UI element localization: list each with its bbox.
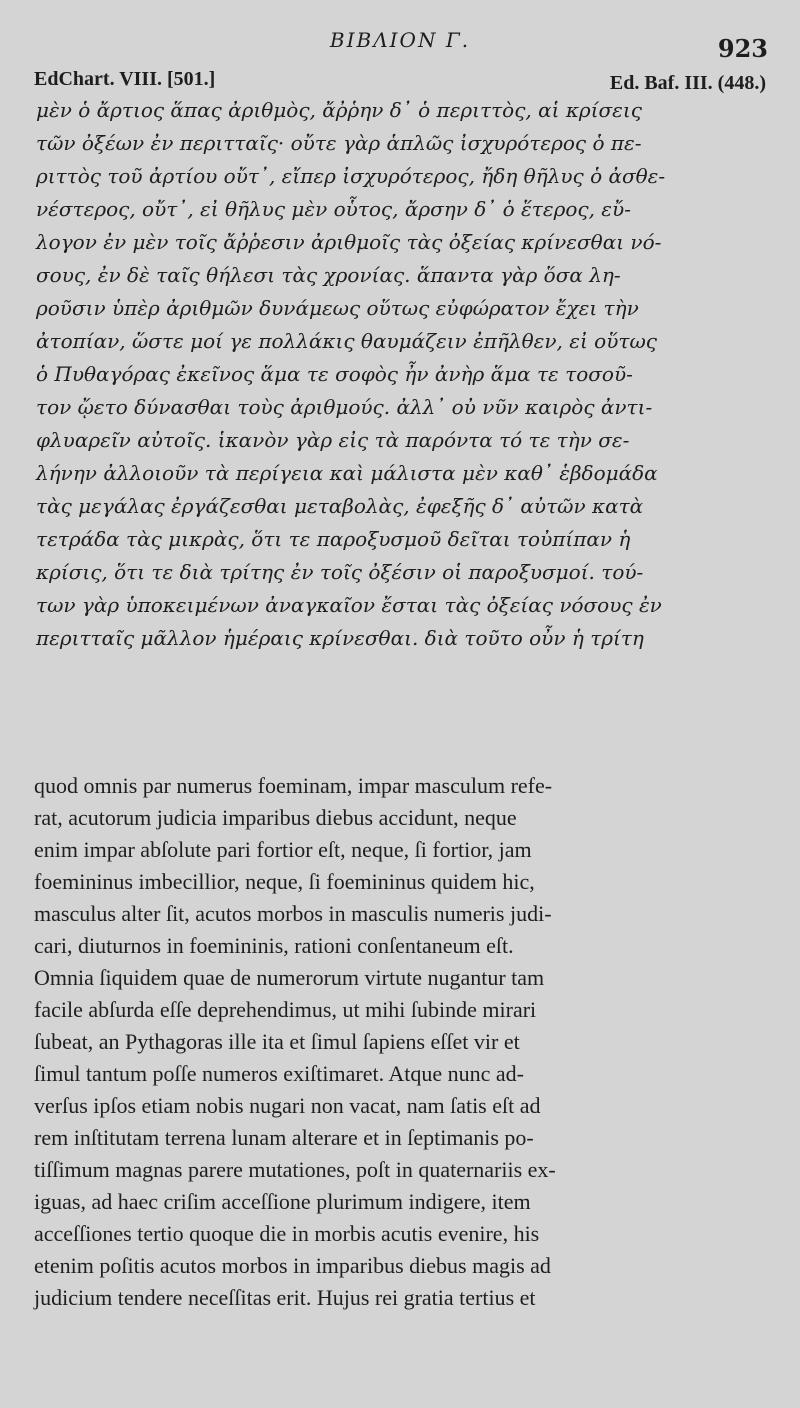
greek-text-line: ριττὸς τοῦ ἀρτίου οὔτ᾽, εἴπερ ἰσχυρότερος, ἤδη θῆλυς ὁ ἀσθε- [36,164,666,188]
latin-text-line: ſubeat, an Pythagoras ille ita et ſimul ſapiens eſſet vir et [34,1029,520,1054]
latin-text-line: rat, acutorum judicia imparibus diebus accidunt, neque [34,805,517,830]
latin-text-line: cari, diuturnos in foemininis, rationi conſentaneum eſt. [34,933,514,958]
greek-text-line: τον ᾤετο δύνασθαι τοὺς ἀριθμούς. ἀλλ᾽ οὐ νῦν καιρὸς ἀντι- [36,395,653,419]
latin-text-line: verſus ipſos etiam nobis nugari non vacat, nam ſatis eſt ad [34,1093,541,1118]
greek-text-line: τετράδα τὰς μικρὰς, ὅτι τε παροξυσμοῦ δεῖται τοὐπίπαν ἡ [36,527,631,551]
greek-text-line: φλυαρεῖν αὐτοῖς. ἱκανὸν γὰρ εἰς τὰ παρόντα τό τε τὴν σε- [36,428,630,452]
latin-text-line: Omnia ſiquidem quae de numerorum virtute nugantur tam [34,965,545,990]
greek-text-line: τῶν ὀξέων ἐν περιτταῖς· οὔτε γὰρ ἁπλῶς ἰσχυρότερος ὁ πε- [36,131,642,155]
greek-text-line: λογον ἐν μὲν τοῖς ἄῤῥεσιν ἀριθμοῖς τὰς ὀξείας κρίνεσθαι νό- [36,230,662,254]
latin-text-line: tiſſimum magnas parere mutationes, poſt in quaternariis ex- [34,1157,556,1182]
edition-reference-right: Ed. Baf. III. (448.) [609,72,766,94]
greek-text-line: ἀτοπίαν, ὥστε μοί γε πολλάκις θαυμάζειν ἐπῆλθεν, εἰ οὕτως [36,329,657,353]
greek-text-line: κρίσις, ὅτι τε διὰ τρίτης ἐν τοῖς ὀξέσιν οἱ παροξυσμοί. τού- [36,560,644,584]
latin-text-line: masculus alter ſit, acutos morbos in masculis numeris judi- [34,901,552,926]
latin-text-line: facile abſurda eſſe deprehendimus, ut mihi ſubinde mirari [34,997,537,1022]
greek-text-block [36,94,766,655]
latin-text-line: judicium tendere neceſſitas erit. Hujus rei gratia tertius et [34,1285,536,1310]
latin-text-block [34,770,764,1314]
greek-text-line: περιτταῖς μᾶλλον ἡμέραις κρίνεσθαι. διὰ τοῦτο οὖν ἡ τρίτη [36,626,644,650]
edition-reference-left: EdChart. VIII. [501.] [34,68,216,90]
latin-text-line: quod omnis par numerus foeminam, impar masculum refe- [34,773,553,798]
latin-text-line: iguas, ad haec criſim acceſſione plurimum indigere, item [34,1189,531,1214]
greek-text-line: τὰς μεγάλας ἐργάζεσθαι μεταβολὰς, ἐφεξῆς δ᾽ αὐτῶν κατὰ [36,494,644,518]
greek-text-line: ὁ Πυθαγόρας ἐκεῖνος ἅμα τε σοφὸς ἦν ἀνὴρ ἅμα τε τοσοῦ- [36,362,633,386]
greek-text-line: νέστερος, οὔτ᾽, εἰ θῆλυς μὲν οὗτος, ἄρσην δ᾽ ὁ ἕτερος, εὔ- [36,197,631,221]
running-title: BIBΛΙΟΝ Γ. [329,28,471,52]
greek-text-line: λήνην ἀλλοιοῦν τὰ περίγεια καὶ μάλιστα μὲν καθ᾽ ἑβδομάδα [36,461,658,485]
greek-text-line: των γὰρ ὑποκειμένων ἀναγκαῖον ἔσται τὰς ὀξείας νόσους ἐν [36,593,662,617]
greek-text-line: σους, ἐν δὲ ταῖς θήλεσι τὰς χρονίας. ἅπαντα γὰρ ὅσα λη- [36,263,621,287]
latin-text-line: etenim poſitis acutos morbos in imparibus diebus magis ad [34,1253,551,1278]
latin-text-line: ſimul tantum poſſe numeros exiſtimaret. Atque nunc ad- [34,1061,525,1086]
latin-text-line: foemininus imbecillior, neque, ſi foemininus quidem hic, [34,869,535,894]
greek-text-line: ροῦσιν ὑπὲρ ἀριθμῶν δυνάμεως οὕτως εὐφώρατον ἔχει τὴν [36,296,639,320]
latin-text-line: enim impar abſolute pari fortior eſt, neque, ſi fortior, jam [34,837,532,862]
latin-text-line: rem inſtitutam terrena lunam alterare et in ſeptimanis po- [34,1125,534,1150]
latin-text-line: acceſſiones tertio quoque die in morbis acutis evenire, his [34,1221,540,1246]
greek-text-line: μὲν ὁ ἄρτιος ἅπας ἀριθμὸς, ἄῤῥην δ᾽ ὁ περιττὸς, αἱ κρίσεις [36,98,642,122]
page-number: 923 [717,34,768,63]
